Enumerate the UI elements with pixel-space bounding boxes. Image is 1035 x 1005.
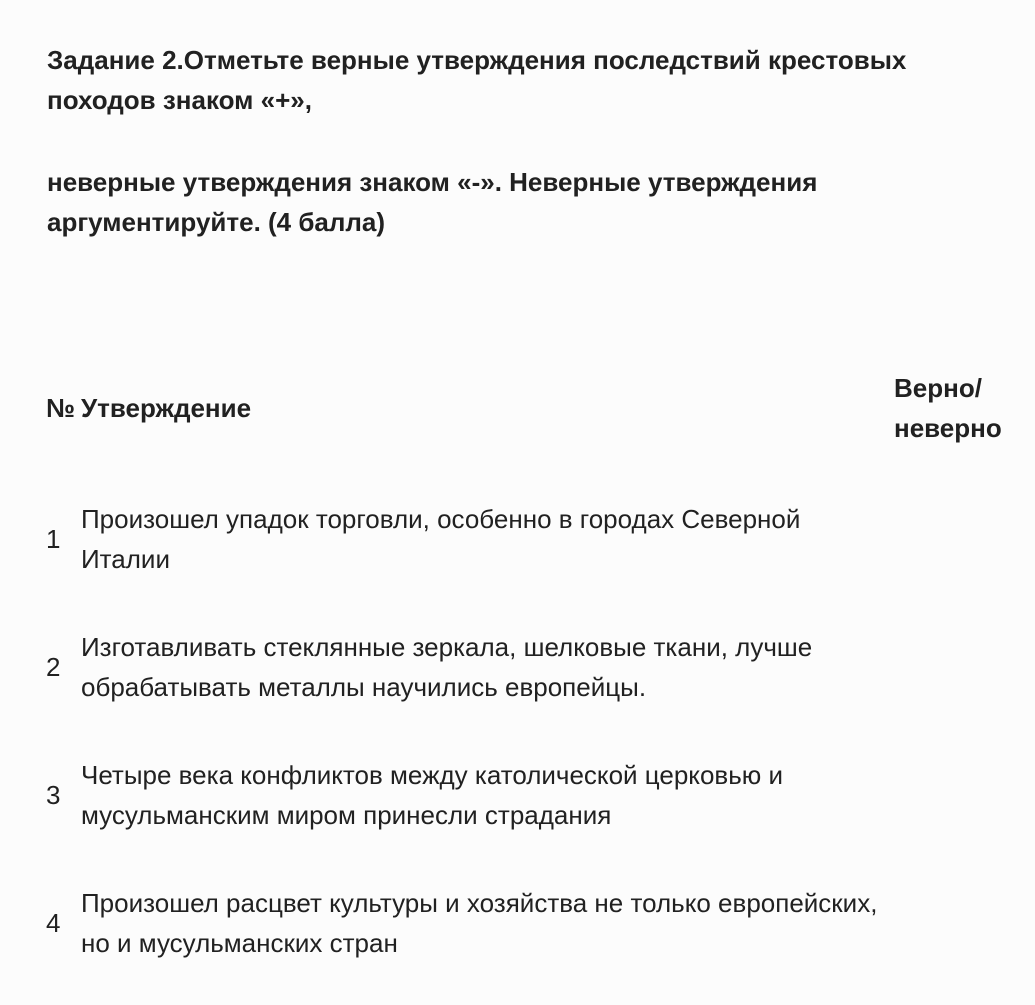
row-number: 3 [46,780,61,810]
row-verdict-cell[interactable] [888,749,1010,877]
header-statement: Утверждение [80,393,252,423]
header-verdict: Верно/ неверно [894,373,1002,443]
table-row [40,749,1010,877]
task-instruction-part-1: Задание 2.Отметьте верные утверждения последствий крестовых походов знаком «+», [47,45,907,115]
row-number: 2 [46,652,61,682]
table-row [40,493,1010,621]
row-verdict-cell[interactable] [888,621,1010,749]
row-statement: Четыре века конфликтов между католической церковью и мусульманским миром принесли страдания [80,760,784,830]
table-row [40,621,1010,749]
header-number: № [46,393,75,423]
row-number: 4 [46,908,61,938]
table-header-row [40,362,1010,493]
row-verdict-cell[interactable] [888,493,1010,621]
row-number: 1 [46,524,61,554]
task-instruction-part-2: неверные утверждения знаком «-». Неверные утверждения аргументируйте. (4 балла) [47,167,818,237]
row-statement: Изготавливать стеклянные зеркала, шелковые ткани, лучше обрабатывать металлы научились европейцы. [80,632,813,702]
row-statement: Произошел расцвет культуры и хозяйства не только европейских, но и мусульманских стран [80,888,878,958]
statements-table [40,362,1010,1005]
row-statement: Произошел упадок торговли, особенно в городах Северной Италии [80,504,801,574]
